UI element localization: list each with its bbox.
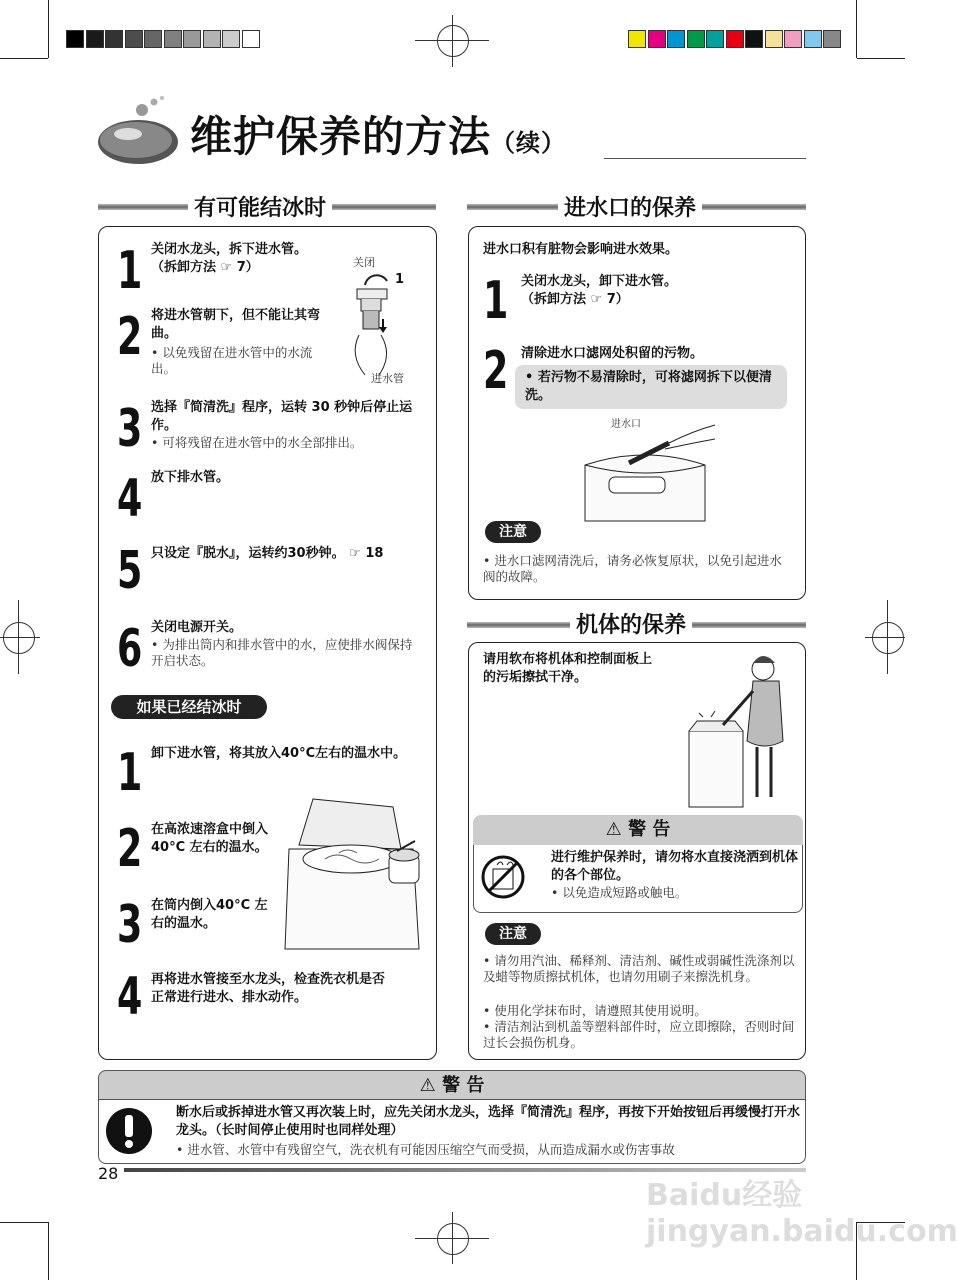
pointing-hand-icon: ☞: [590, 292, 603, 307]
freeze-panel: [98, 226, 437, 1060]
step-number: 4: [117, 469, 143, 529]
step-note: • 可将残留在进水管中的水全部排出。: [151, 435, 363, 450]
bottom-warning-text: 断水后或拆掉进水管又再次装上时，应先关闭水龙头，选择『简清洗』程序，再按下开始按钮后再缓慢打开水龙头。（长时间停止使用时也同样处理）: [176, 1105, 801, 1138]
gray-swatch: [105, 30, 123, 48]
color-swatch: [667, 30, 685, 48]
bubble-logo-icon: [96, 96, 186, 166]
title-rule: [604, 158, 806, 159]
color-swatch: [648, 30, 666, 48]
color-swatch: [765, 30, 783, 48]
step-number: 1: [483, 271, 509, 331]
gray-swatch: [203, 30, 221, 48]
step-text: 关闭水龙头，拆下进水管。 （拆卸方法 ☞ 7）: [151, 242, 308, 275]
pointing-hand-icon: ☞: [349, 546, 361, 561]
step-number: 1: [117, 241, 143, 301]
color-swatch: [745, 30, 763, 48]
step-number: 3: [117, 399, 143, 459]
section-heading-inlet: 进水口的保养: [558, 191, 702, 222]
step-text: 将进水管朝下，但不能让其弯曲。: [151, 308, 321, 341]
tip-text: • 若污物不易清除时，可将滤网拆下以便清洗。: [525, 370, 772, 403]
step-number: 1: [117, 743, 143, 803]
page-number: 28: [98, 1164, 119, 1183]
step-number: 3: [117, 895, 143, 955]
bottom-warning-note: • 进水管、水管中有残留空气，洗衣机有可能因压缩空气而受损，从而造成漏水或伤害事故: [176, 1142, 675, 1157]
woman-wiping-washer-illustration: [683, 651, 793, 811]
step-number: 6: [117, 619, 143, 679]
caution-item: • 使用化学抹布时，请遵照其使用说明。: [483, 1003, 707, 1018]
intro-text: 进水口积有脏物会影响进水效果。: [483, 242, 679, 257]
color-swatch: [804, 30, 822, 48]
page-title: 维护保养的方法（续）: [190, 112, 567, 161]
step-text: 在筒内倒入40°C 左右的温水。: [151, 898, 268, 931]
gray-swatch: [144, 30, 162, 48]
caution-badge: 注意: [485, 521, 541, 543]
exclamation-mandatory-icon: [104, 1106, 154, 1156]
warning-note: • 以免造成短路或触电。: [551, 885, 688, 900]
caution-text: • 进水口滤网清洗后，请务必恢复原状，以免引起进水阀的故障。: [483, 553, 782, 584]
color-swatch: [784, 30, 802, 48]
step-text: 卸下进水管，将其放入40°C左右的温水中。: [151, 746, 407, 761]
caution-item: • 请勿用汽油、稀释剂、清洁剂、碱性或弱碱性洗涤剂以及蜡等物质擦拭机体，也请勿用刷子来擦洗机身。: [483, 953, 795, 984]
step-text: 清除进水口滤网处积留的污物。: [521, 346, 704, 361]
gray-swatch: [164, 30, 182, 48]
warning-text: 进行维护保养时，请勿将水直接浇洒到机体的各个部位。: [551, 850, 799, 883]
step-number: 4: [117, 967, 143, 1027]
section-heading-freeze: 有可能结冰时: [188, 191, 332, 222]
step-text: 只设定『脱水』，运转约30秒钟。 ☞ 18: [151, 546, 384, 561]
bottom-warning-header: ⚠ 警 告: [98, 1070, 806, 1100]
step-number: 2: [117, 307, 143, 367]
color-swatch: [628, 30, 646, 48]
frozen-subheading: 如果已经结冰时: [111, 695, 267, 719]
step-text: 选择『简清洗』程序，运转 30 秒钟后停止运作。: [151, 400, 413, 433]
color-swatch: [687, 30, 705, 48]
color-swatch: [706, 30, 724, 48]
step-text: 关闭电源开关。: [151, 620, 243, 635]
body-care-panel: [468, 642, 806, 1060]
step-text: 放下排水管。: [151, 470, 230, 485]
step-note: • 为排出筒内和排水管中的水，应使排水阀保持开启状态。: [151, 637, 413, 668]
caution-badge: 注意: [485, 923, 541, 945]
gray-swatch: [183, 30, 201, 48]
figure-label: 关闭: [353, 256, 375, 269]
figure-label: 进水管: [371, 372, 404, 385]
no-water-splash-icon: [481, 855, 525, 899]
step-number: 2: [117, 819, 143, 879]
inlet-filter-illustration: [565, 419, 725, 527]
watermark: Baidu经验 jingyan.baidu.com: [646, 1178, 958, 1249]
step-text: 在高浓速溶盒中倒入40°C 左右的温水。: [151, 822, 269, 855]
figure-label: 1: [395, 272, 405, 287]
warning-header: ⚠ 警 告: [473, 815, 803, 845]
gray-swatch: [125, 30, 143, 48]
section-heading-body: 机体的保养: [570, 608, 692, 639]
step-number: 5: [117, 541, 143, 601]
warning-triangle-icon: ⚠: [605, 819, 622, 840]
gray-swatch: [86, 30, 104, 48]
intro-text: 请用软布将机体和控制面板上的污垢擦拭干净。: [483, 652, 653, 685]
gray-swatch: [66, 30, 84, 48]
figure-label: 进水口: [611, 419, 641, 430]
warning-triangle-icon: ⚠: [419, 1075, 436, 1096]
color-swatch: [823, 30, 841, 48]
step-note: • 以免残留在进水管中的水流出。: [151, 345, 313, 376]
step-number: 2: [483, 341, 509, 401]
washer-tub-illustration: [285, 789, 431, 957]
step-text: 再将进水管接至水龙头，检查洗衣机是否正常进行进水、排水动作。: [151, 972, 386, 1005]
color-swatch: [726, 30, 744, 48]
pointing-hand-icon: ☞: [220, 260, 233, 275]
caution-item: • 清洁剂沾到机盖等塑料部件时，应立即擦除，否则时间过长会损伤机身。: [483, 1019, 795, 1050]
gray-swatch: [222, 30, 240, 48]
step-text: 关闭水龙头，卸下进水管。 （拆卸方法 ☞ 7）: [521, 274, 678, 307]
gray-swatch: [242, 30, 260, 48]
faucet-hose-illustration: [339, 255, 419, 375]
inlet-panel: [468, 226, 806, 600]
